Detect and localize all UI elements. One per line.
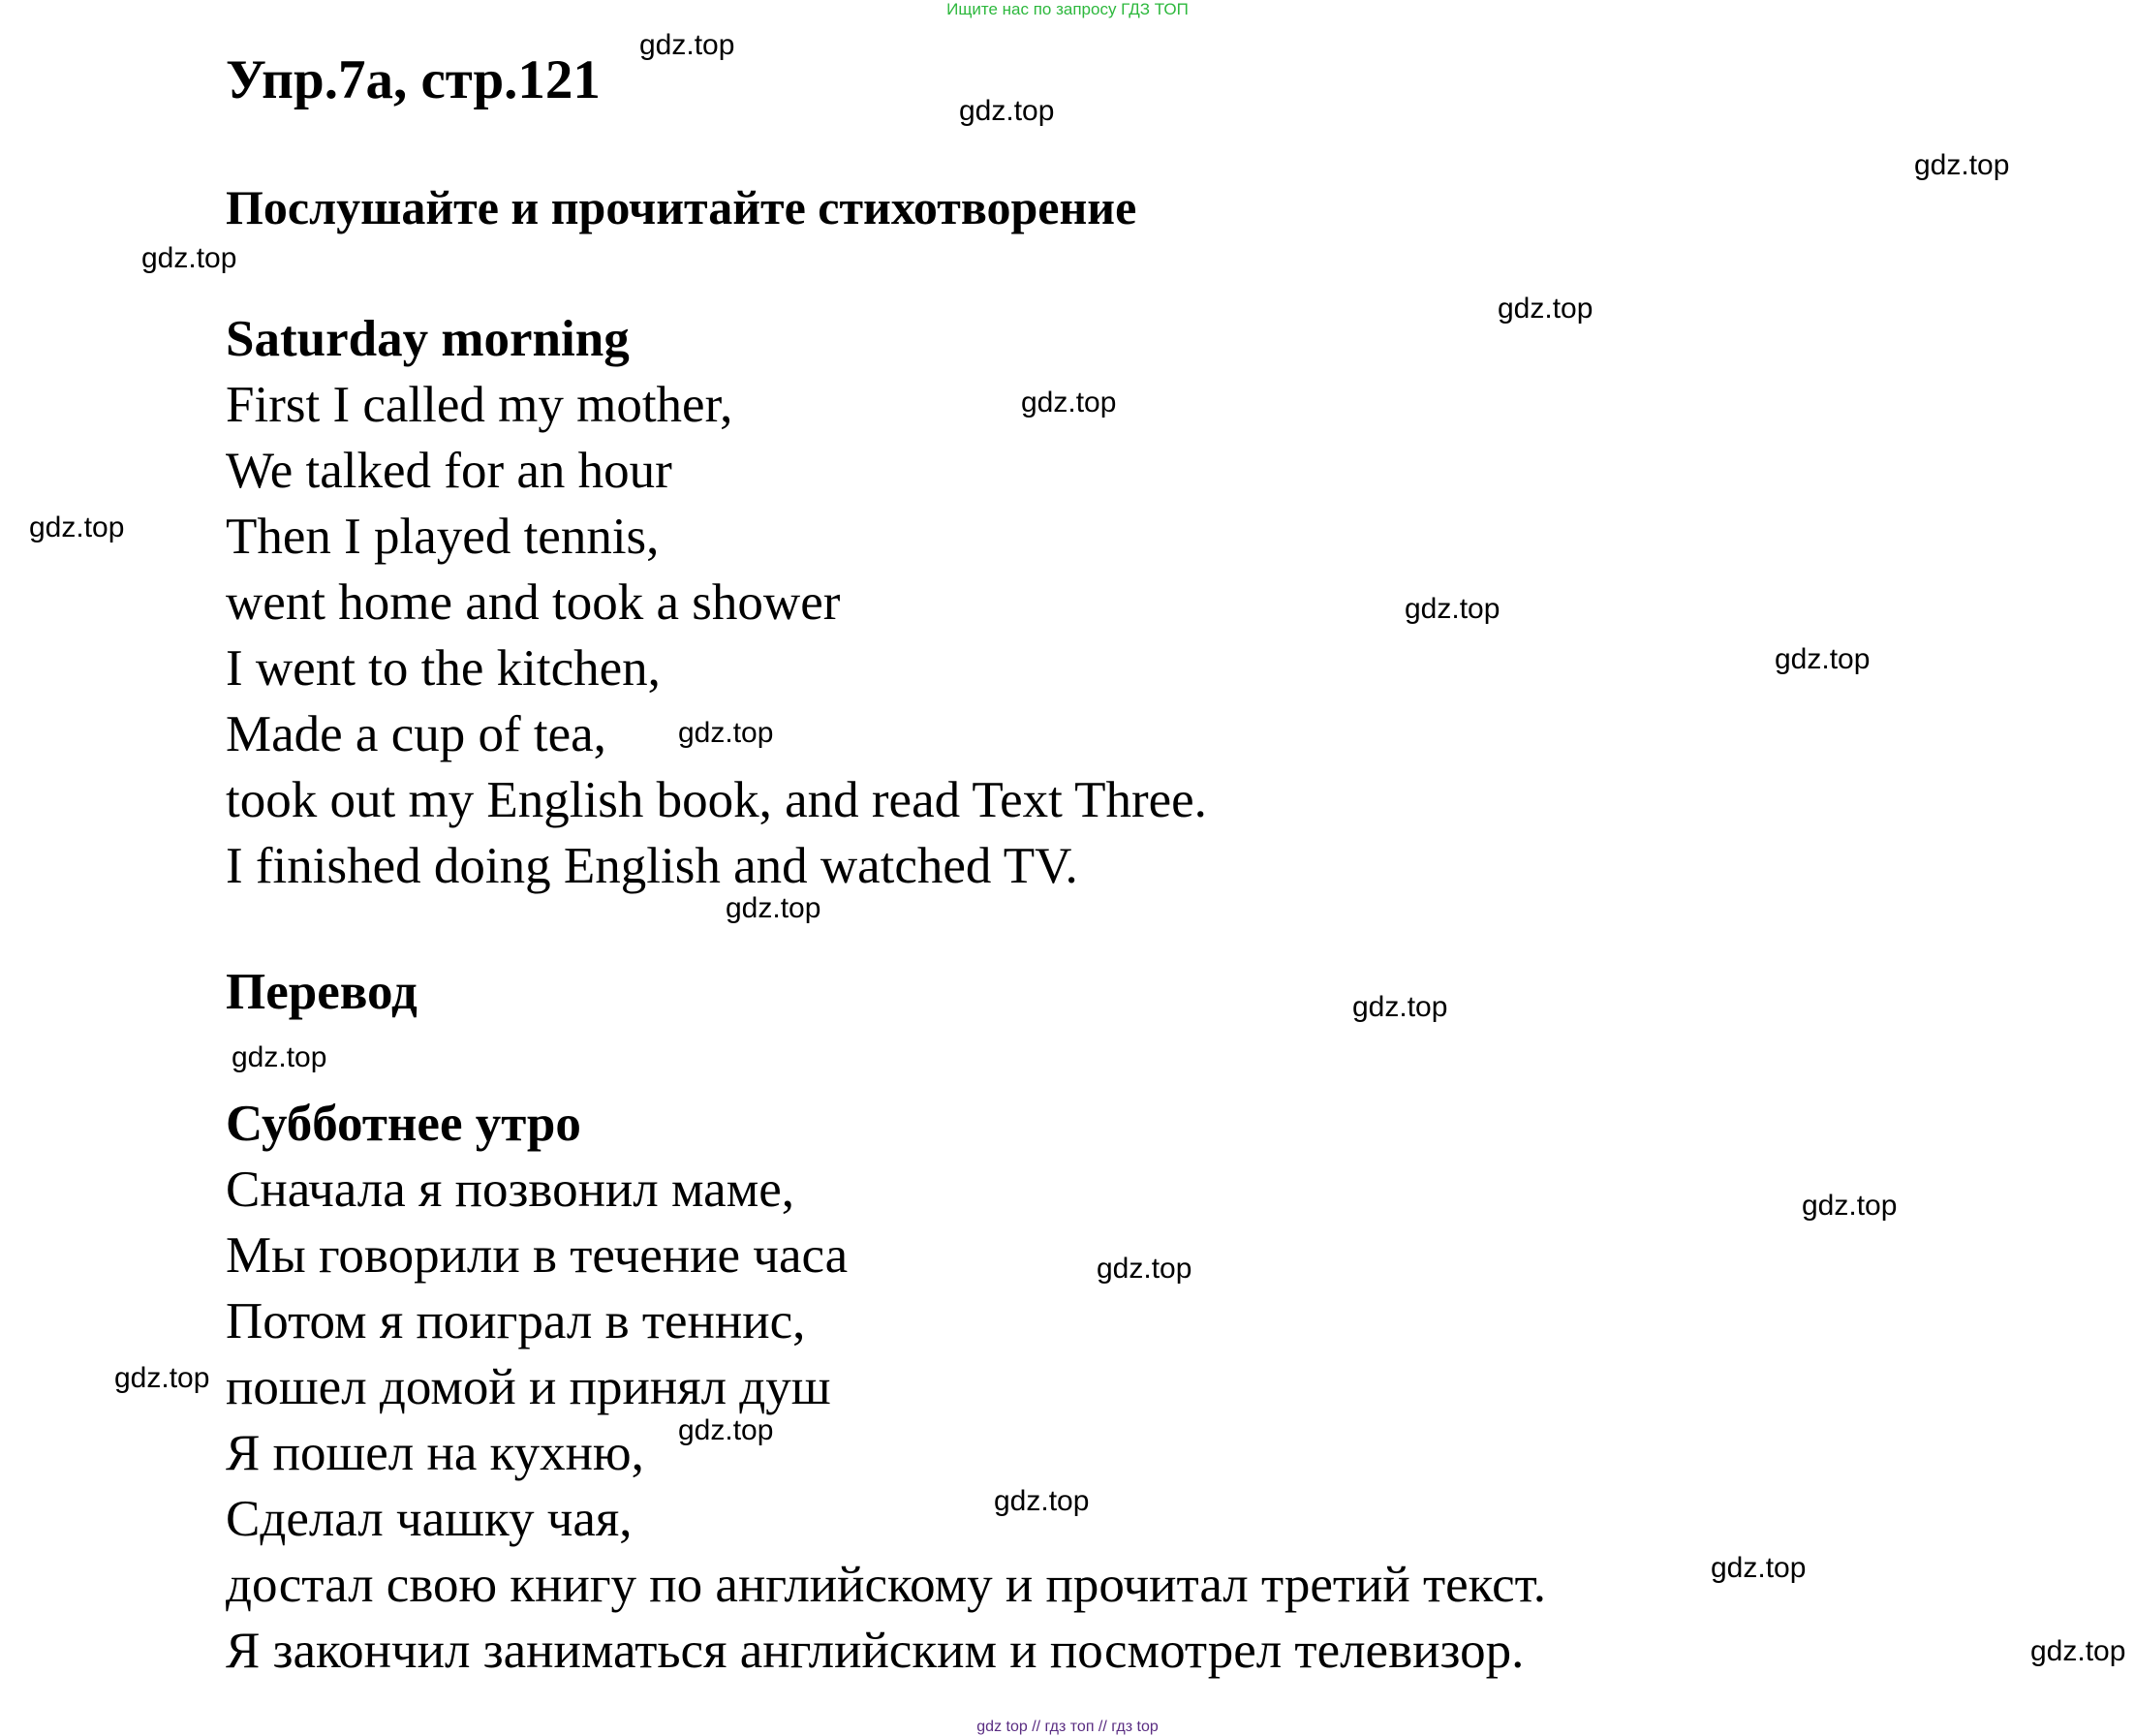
poem-line: took out my English book, and read Text Three. (226, 772, 1207, 828)
poem-russian (226, 1091, 1546, 1684)
poem-title-english: Saturday morning (226, 311, 630, 367)
watermark: gdz.top (1711, 1552, 1807, 1584)
poem-line: went home and took a shower (226, 574, 841, 631)
poem-line: I went to the kitchen, (226, 640, 661, 697)
poem-line: достал свою книгу по английскому и прочитал третий текст. (226, 1557, 1547, 1613)
top-banner: Ищите нас по запросу ГДЗ ТОП (946, 0, 1189, 18)
poem-line: пошел домой и принял душ (226, 1359, 831, 1415)
poem-line: Сделал чашку чая, (226, 1491, 633, 1547)
watermark: gdz.top (678, 717, 774, 749)
watermark: gdz.top (1352, 991, 1448, 1023)
poem-line: Я закончил заниматься английским и посмотрел телевизор. (226, 1623, 1525, 1679)
poem-line: I finished doing English and watched TV. (226, 838, 1078, 894)
watermark: gdz.top (1498, 293, 1594, 325)
instruction-heading: Послушайте и прочитайте стихотворение (226, 180, 1137, 234)
watermark: gdz.top (1021, 387, 1117, 418)
watermark: gdz.top (1802, 1190, 1898, 1222)
poem-line: First I called my mother, (226, 377, 733, 433)
poem-line: Сначала я позвонил маме, (226, 1162, 795, 1218)
watermark: gdz.top (2030, 1635, 2126, 1667)
translation-heading: Перевод (226, 964, 418, 1020)
watermark: gdz.top (639, 29, 735, 61)
watermark: gdz.top (994, 1485, 1090, 1517)
poem-line: Мы говорили в течение часа (226, 1227, 849, 1284)
watermark: gdz.top (678, 1414, 774, 1446)
poem-line: We talked for an hour (226, 443, 672, 499)
watermark: gdz.top (726, 892, 821, 924)
poem-line: Then I played tennis, (226, 509, 660, 565)
poem-line: Я пошел на кухню, (226, 1425, 644, 1481)
poem-line: Made a cup of tea, (226, 706, 606, 762)
poem-line: Потом я поиграл в теннис, (226, 1293, 806, 1349)
watermark: gdz.top (1097, 1253, 1192, 1285)
watermark: gdz.top (1405, 593, 1501, 625)
poem-title-russian: Субботнее утро (226, 1096, 581, 1152)
watermark: gdz.top (959, 95, 1055, 127)
watermark: gdz.top (1914, 149, 2010, 181)
exercise-heading: Упр.7а, стр.121 (226, 49, 601, 110)
watermark: gdz.top (1775, 643, 1871, 675)
watermark: gdz.top (114, 1362, 210, 1394)
watermark: gdz.top (141, 242, 237, 274)
watermark: gdz.top (232, 1041, 327, 1073)
watermark: gdz.top (29, 512, 125, 543)
footer-watermark: gdz top // гдз топ // гдз top (976, 1719, 1159, 1735)
